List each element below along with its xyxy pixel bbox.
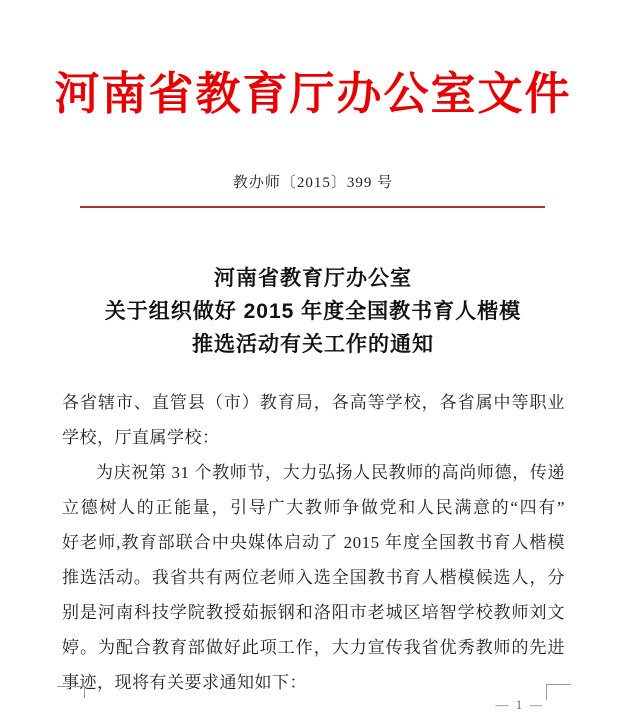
body-line-paragraph-1: 为庆祝第 31 个教师节，大力弘扬人民教师的高尚师德，传递 [96, 463, 565, 482]
body-line-paragraph-7: 事迹，现将有关要求通知如下： [62, 673, 307, 692]
body-line-paragraph-2: 立德树人的正能量，引导广大教师争做党和人民满意的“四有” [62, 498, 565, 517]
body-line-paragraph-5: 别是河南科技学院教授茹振钢和洛阳市老城区培智学校教师刘文 [62, 603, 565, 622]
body-line-paragraph-3: 好老师,教育部联合中央媒体启动了 2015 年度全国教书育人楷模 [62, 533, 565, 552]
body-line-recipients-1: 各省辖市、直管县（市）教育局，各高等学校，各省属中等职业 [62, 393, 565, 412]
notice-body [62, 385, 565, 700]
notice-title-line-2: 关于组织做好 2015 年度全国教书育人楷模 [104, 300, 522, 323]
document-reference-number: 教办师〔2015〕399 号 [232, 175, 394, 191]
body-line-paragraph-6: 婷。为配合教育部做好此项工作，大力宣传我省优秀教师的先进 [62, 638, 565, 657]
body-line-recipients-2: 学校，厅直属学校： [62, 428, 220, 447]
notice-title-line-3: 推选活动有关工作的通知 [192, 333, 434, 356]
document-masthead-title: 河南省教育厅办公室文件 [54, 68, 572, 119]
notice-title-line-1: 河南省教育厅办公室 [214, 267, 412, 290]
imprint-corner-mark-left [57, 686, 85, 698]
masthead-divider-rule [80, 206, 545, 208]
page-number: — 1 — [495, 697, 545, 712]
notice-title [30, 262, 596, 361]
body-line-paragraph-4: 推选活动。我省共有两位老师入选全国教书育人楷模候选人，分 [62, 568, 565, 587]
